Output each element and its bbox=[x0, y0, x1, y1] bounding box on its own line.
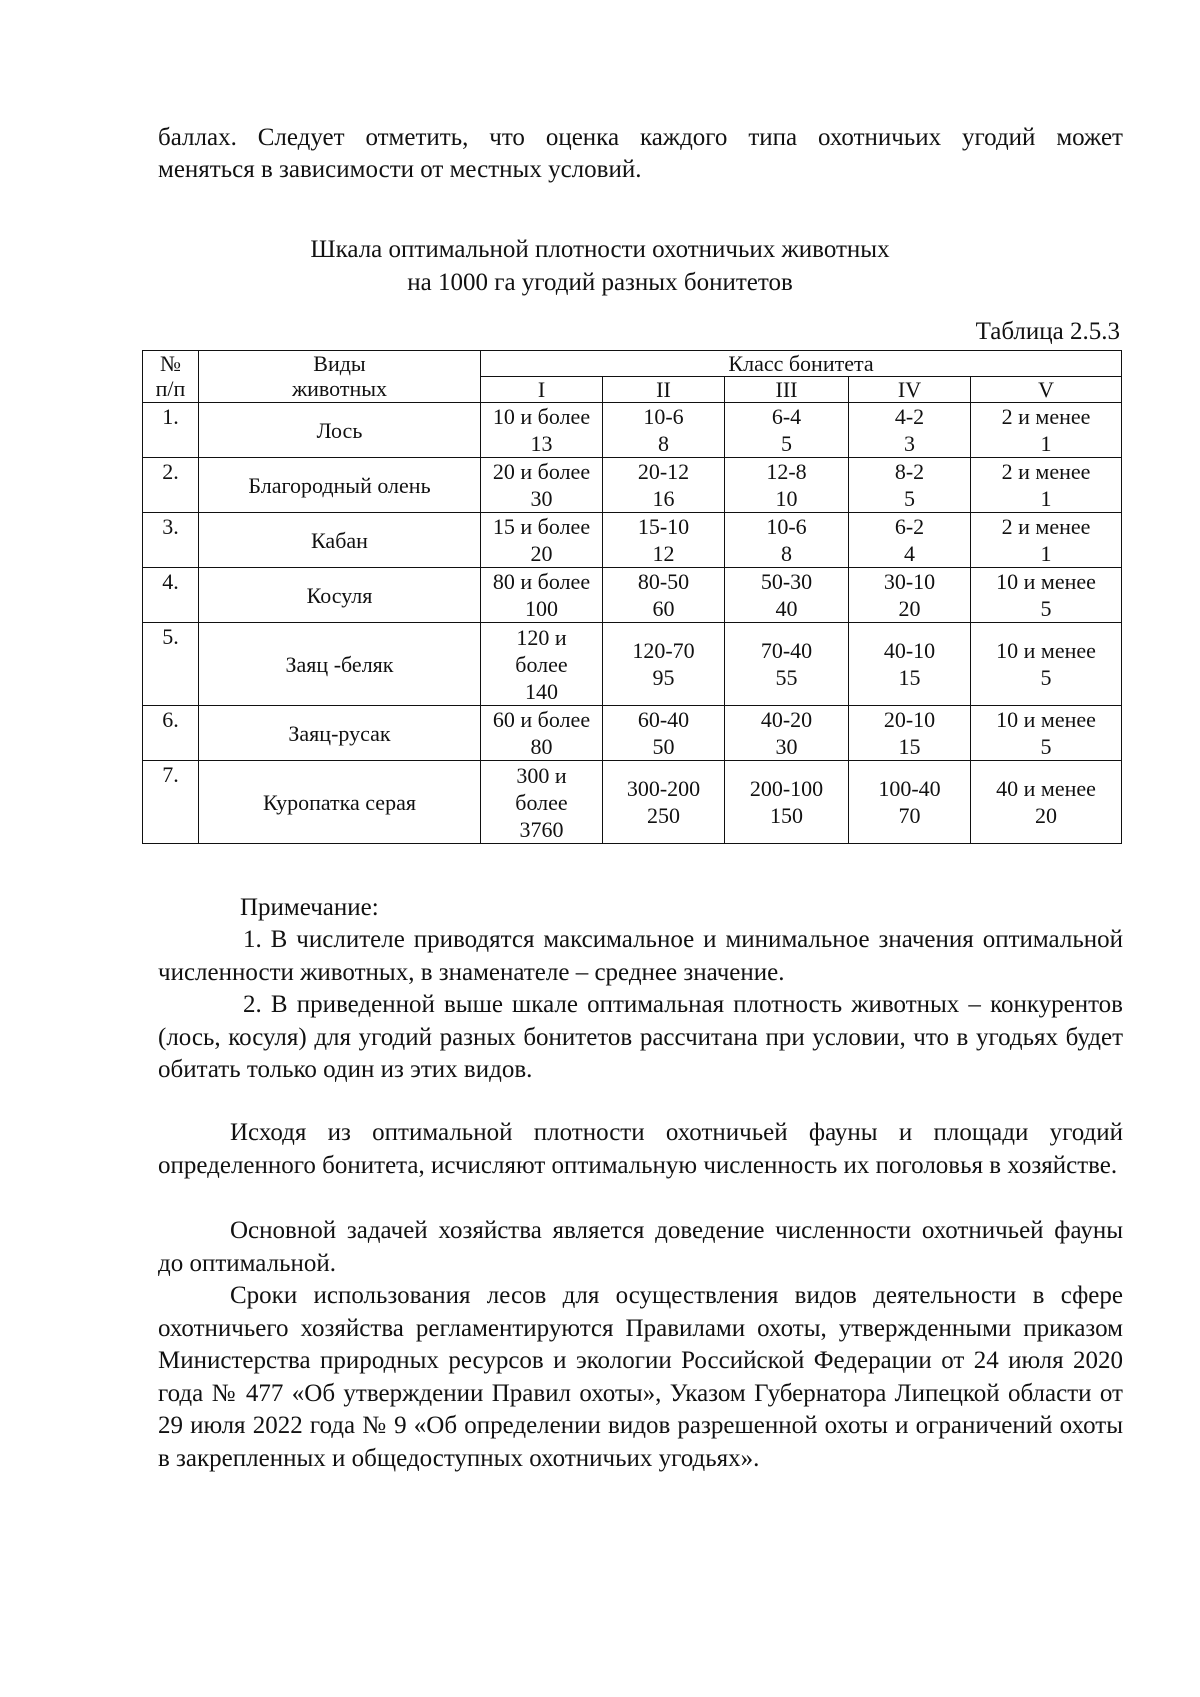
density-value-line: 6-4 bbox=[771, 404, 802, 429]
density-cell-class-2 bbox=[603, 403, 725, 458]
density-value-line: 8 bbox=[658, 431, 669, 456]
density-value-line: 120 и bbox=[516, 624, 567, 650]
density-cell-class-4 bbox=[849, 706, 971, 761]
density-cell-class-1 bbox=[481, 458, 603, 513]
density-value-line: 5 bbox=[904, 486, 915, 511]
density-cell-class-4 bbox=[849, 513, 971, 568]
note-item-2: 2. В приведенной выше шкале оптимальная плотность животных – конкурентов (лось, косуля) для угодий разных бонитетов рассчитана при условии, что в угодьях будет обитать только один из этих видов. bbox=[158, 991, 1123, 1083]
header-species-line-2: животных bbox=[291, 376, 388, 401]
density-cell-class-1 bbox=[481, 403, 603, 458]
density-value-line: 10-6 bbox=[643, 404, 684, 429]
density-value-line: более bbox=[515, 789, 568, 815]
table-title-line-1: Шкала оптимальной плотности охотничьих животных bbox=[310, 236, 890, 263]
header-class-1: I bbox=[481, 377, 603, 403]
density-cell-class-4 bbox=[849, 623, 971, 706]
density-value-line: 1 bbox=[1040, 486, 1052, 511]
header-class-5: V bbox=[971, 377, 1122, 403]
density-value-line: 10-6 bbox=[766, 514, 807, 539]
header-class-4: IV bbox=[849, 377, 971, 403]
density-value-line: 30-10 bbox=[883, 569, 936, 594]
density-cell-class-4 bbox=[849, 403, 971, 458]
table-row bbox=[143, 623, 1122, 706]
header-class-2: II bbox=[603, 377, 725, 403]
species-name: Кабан bbox=[199, 513, 481, 568]
density-value-line: 10 bbox=[775, 486, 798, 511]
density-value-line: 12 bbox=[652, 541, 675, 566]
density-cell-class-3 bbox=[725, 761, 849, 844]
density-value-line: 1 bbox=[1040, 541, 1052, 566]
density-value-line: 55 bbox=[775, 665, 798, 690]
row-number: 6. bbox=[143, 706, 199, 761]
density-cell-class-5 bbox=[971, 706, 1122, 761]
density-cell-class-5 bbox=[971, 568, 1122, 623]
density-cell-class-1 bbox=[481, 623, 603, 706]
species-name: Лось bbox=[199, 403, 481, 458]
density-value-line: 100-40 bbox=[878, 776, 941, 801]
density-cell-class-5 bbox=[971, 458, 1122, 513]
density-value-line: 60 bbox=[652, 596, 675, 621]
body-paragraph-2: Основной задачей хозяйства является доведение численности охотничьей фауны до оптимальной. bbox=[158, 1217, 1123, 1277]
header-species bbox=[199, 351, 481, 403]
density-cell-class-2 bbox=[603, 706, 725, 761]
table-row bbox=[143, 706, 1122, 761]
density-value-line: 300 и bbox=[516, 762, 567, 788]
density-value-line: 140 bbox=[525, 678, 558, 704]
density-value-line: 250 bbox=[647, 803, 680, 828]
density-value-line: 80 bbox=[530, 734, 553, 759]
density-value-line: 5 bbox=[1040, 734, 1052, 759]
density-cell-class-1 bbox=[481, 761, 603, 844]
row-number: 4. bbox=[143, 568, 199, 623]
header-class-3: III bbox=[725, 377, 849, 403]
density-value-line: 30 bbox=[775, 734, 798, 759]
density-cell-class-2 bbox=[603, 623, 725, 706]
density-value-line: 4 bbox=[904, 541, 915, 566]
density-value-line: 120-70 bbox=[632, 638, 695, 663]
table-row bbox=[143, 403, 1122, 458]
density-value-line: 5 bbox=[1040, 665, 1052, 690]
row-number: 5. bbox=[143, 623, 199, 706]
density-cell-class-2 bbox=[603, 761, 725, 844]
density-value-line: 2 и менее bbox=[1001, 459, 1091, 484]
species-name: Куропатка серая bbox=[199, 761, 481, 844]
density-value-line: 10 и более bbox=[492, 404, 591, 429]
density-cell-class-2 bbox=[603, 513, 725, 568]
table-row bbox=[143, 568, 1122, 623]
body-paragraph-1: Исходя из оптимальной плотности охотничьей фауны и площади угодий определенного бонитета, исчисляют оптимальную численность их поголовья в хозяйстве. bbox=[158, 1119, 1123, 1179]
density-table bbox=[142, 350, 1122, 844]
row-number: 3. bbox=[143, 513, 199, 568]
density-value-line: 15-10 bbox=[637, 514, 690, 539]
density-cell-class-4 bbox=[849, 761, 971, 844]
density-cell-class-2 bbox=[603, 458, 725, 513]
density-value-line: более bbox=[515, 651, 568, 677]
density-value-line: 2 и менее bbox=[1001, 404, 1091, 429]
density-value-line: 3 bbox=[904, 431, 915, 456]
density-value-line: 40 bbox=[775, 596, 798, 621]
density-cell-class-4 bbox=[849, 568, 971, 623]
density-value-line: 5 bbox=[1040, 596, 1052, 621]
row-number: 2. bbox=[143, 458, 199, 513]
density-value-line: 60 и более bbox=[492, 707, 591, 732]
density-value-line: 10 и менее bbox=[996, 638, 1096, 663]
density-cell-class-1 bbox=[481, 706, 603, 761]
row-number: 1. bbox=[143, 403, 199, 458]
row-number: 7. bbox=[143, 761, 199, 844]
table-row bbox=[143, 458, 1122, 513]
density-value-line: 1 bbox=[1040, 431, 1052, 456]
species-name: Заяц -беляк bbox=[199, 623, 481, 706]
density-value-line: 5 bbox=[781, 431, 792, 456]
density-value-line: 50 bbox=[652, 734, 675, 759]
density-value-line: 70-40 bbox=[760, 638, 813, 663]
density-value-line: 30 bbox=[530, 486, 553, 511]
density-value-line: 2 и менее bbox=[1001, 514, 1091, 539]
body-paragraph-3: Сроки использования лесов для осуществления видов деятельности в сфере охотничьего хозяйства регламентируются Правилами охоты, утвержденными приказом Министерства природных ресурсов и экологии Российской Федерации от 24 июля 2020 года № 477 «Об утверждении Правил охоты», Указом Губернатора Липецкой области от 29 июля 2022 года № 9 «Об определении видов разрешенной охоты и ограничений охоты в закрепленных и общедоступных охотничьих угодьях». bbox=[158, 1282, 1123, 1472]
density-value-line: 10 и менее bbox=[996, 569, 1096, 594]
table-row bbox=[143, 513, 1122, 568]
header-num bbox=[143, 351, 199, 403]
density-value-line: 40-10 bbox=[883, 638, 936, 663]
density-value-line: 16 bbox=[652, 486, 675, 511]
density-value-line: 40 и менее bbox=[996, 776, 1096, 801]
density-value-line: 12-8 bbox=[766, 459, 807, 484]
intro-line-1: баллах. Следует отметить, что оценка каждого типа охотничьих угодий может bbox=[158, 124, 1123, 151]
intro-line-2: меняться в зависимости от местных условий. bbox=[158, 156, 642, 183]
density-value-line: 150 bbox=[770, 803, 803, 828]
density-value-line: 6-2 bbox=[894, 514, 925, 539]
density-value-line: 20-12 bbox=[637, 459, 690, 484]
table-body bbox=[143, 403, 1122, 844]
density-value-line: 95 bbox=[652, 665, 675, 690]
density-value-line: 40-20 bbox=[760, 707, 813, 732]
density-value-line: 4-2 bbox=[894, 404, 925, 429]
species-name: Заяц-русак bbox=[199, 706, 481, 761]
density-cell-class-1 bbox=[481, 568, 603, 623]
density-cell-class-5 bbox=[971, 623, 1122, 706]
density-value-line: 10 и менее bbox=[996, 707, 1096, 732]
density-cell-class-3 bbox=[725, 706, 849, 761]
density-value-line: 80 и более bbox=[492, 569, 591, 594]
density-value-line: 3760 bbox=[519, 816, 564, 842]
density-value-line: 60-40 bbox=[637, 707, 690, 732]
density-cell-class-3 bbox=[725, 458, 849, 513]
density-cell-class-3 bbox=[725, 568, 849, 623]
table-label: Таблица 2.5.3 bbox=[975, 318, 1120, 345]
density-value-line: 70 bbox=[898, 803, 921, 828]
density-cell-class-5 bbox=[971, 761, 1122, 844]
table-title-line-2: на 1000 га угодий разных бонитетов bbox=[407, 269, 793, 296]
density-value-line: 15 и более bbox=[492, 514, 591, 539]
density-value-line: 50-30 bbox=[760, 569, 813, 594]
density-value-line: 8 bbox=[781, 541, 792, 566]
density-cell-class-1 bbox=[481, 513, 603, 568]
header-num-line-1: № bbox=[160, 351, 181, 376]
species-name: Благородный олень bbox=[199, 458, 481, 513]
density-value-line: 80-50 bbox=[637, 569, 690, 594]
density-value-line: 20 bbox=[898, 596, 921, 621]
density-value-line: 15 bbox=[898, 665, 921, 690]
header-class-group: Класс бонитета bbox=[481, 351, 1122, 377]
density-value-line: 13 bbox=[530, 431, 553, 456]
header-num-line-2: п/п bbox=[155, 376, 186, 401]
density-cell-class-3 bbox=[725, 403, 849, 458]
density-cell-class-2 bbox=[603, 568, 725, 623]
density-value-line: 20-10 bbox=[883, 707, 936, 732]
density-value-line: 20 bbox=[1035, 803, 1058, 828]
density-value-line: 20 bbox=[530, 541, 553, 566]
table-row bbox=[143, 761, 1122, 844]
note-title: Примечание: bbox=[240, 894, 379, 921]
density-cell-class-5 bbox=[971, 513, 1122, 568]
density-value-line: 200-100 bbox=[749, 776, 824, 801]
density-value-line: 20 и более bbox=[492, 459, 591, 484]
density-cell-class-4 bbox=[849, 458, 971, 513]
density-value-line: 8-2 bbox=[894, 459, 925, 484]
density-value-line: 100 bbox=[525, 596, 558, 621]
header-species-line-1: Виды bbox=[313, 351, 366, 376]
density-value-line: 300-200 bbox=[626, 776, 701, 801]
species-name: Косуля bbox=[199, 568, 481, 623]
density-cell-class-5 bbox=[971, 403, 1122, 458]
density-cell-class-3 bbox=[725, 513, 849, 568]
density-value-line: 15 bbox=[898, 734, 921, 759]
note-item-1: 1. В числителе приводятся максимальное и минимальное значения оптимальной численности животных, в знаменателе – среднее значение. bbox=[158, 926, 1123, 986]
density-cell-class-3 bbox=[725, 623, 849, 706]
